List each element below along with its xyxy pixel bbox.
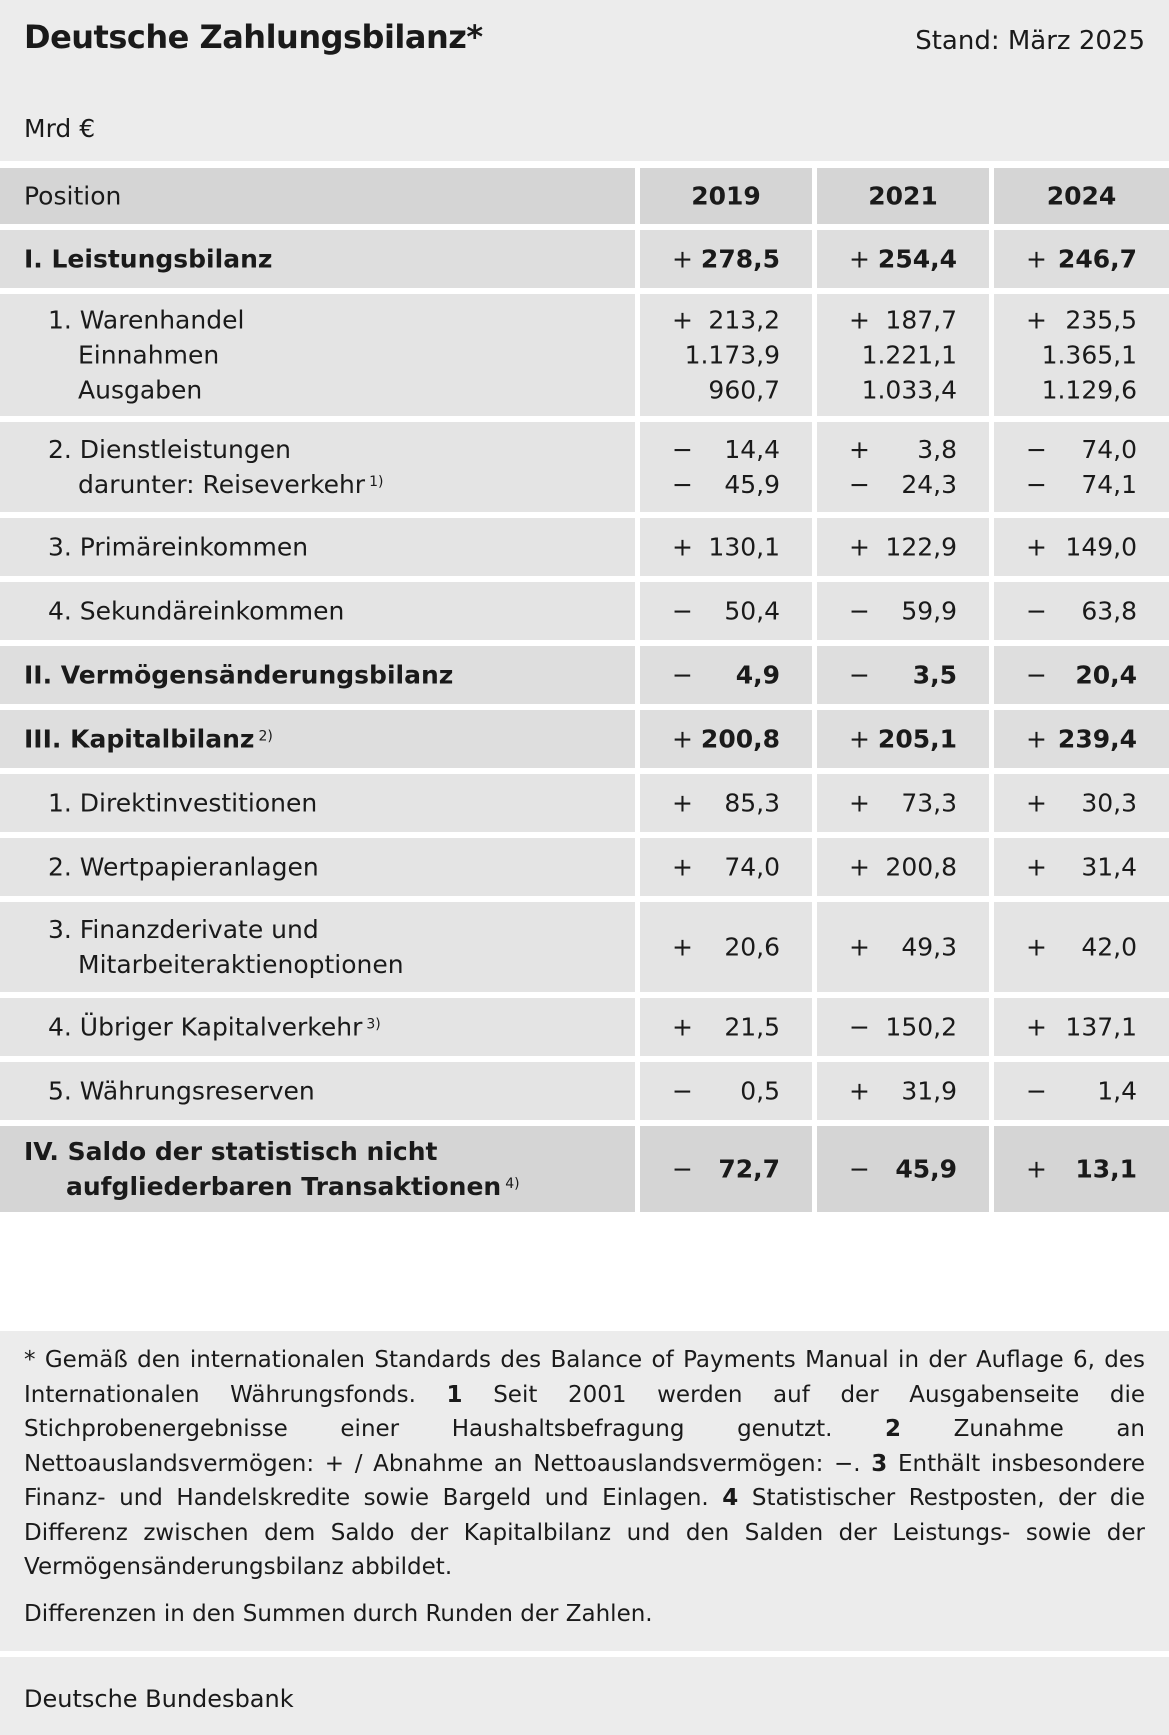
value-line [817,1010,989,1045]
footnote-marker: 2) [258,728,273,745]
value-cell-2021 [817,902,989,992]
value-number: 24,3 [901,470,957,499]
value-line [994,930,1169,965]
value-line [994,786,1169,821]
value-cell-2021 [817,294,989,416]
value-cell-2021 [817,710,989,768]
value-line [817,658,989,693]
footnote-marker: 3) [366,1016,381,1033]
value-line [994,303,1169,338]
position-label-text: 3. Finanzderivate und [48,915,319,944]
value-line [640,432,812,467]
footnote-text: * Gemäß den internationalen Standards des Balance of Payments Manual in der Auflage 6, des Internationalen Währungsfonds. 1 Seit 2001 werden auf der Ausgabenseite die Stichprobenergebnisse einer Haushaltsbefragung genutzt. 2 Zunahme an Nettoauslandsvermögen: + / Abnahme an Nettoauslandsvermögen: −. 3 Enthält insbesondere Finanz- und Handelskredite sowie Bargeld und Einlagen. 4 Statistischer Restposten, der die Differenz zwischen dem Saldo der Kapitalbilanz und den Salden der Leistungs- sowie der Vermögensänderungsbilanz abbildet. [24,1347,1146,1580]
position-cell [0,582,635,640]
table-row [0,582,1169,640]
position-label-text: I. Leistungsbilanz [24,244,273,274]
value-line [640,1010,812,1045]
value-sign: − [672,660,693,690]
value-line [817,786,989,821]
position-label-text: 4. Sekundäreinkommen [48,596,345,626]
position-label-text: 1. Direktinvestitionen [48,788,318,818]
source-area [0,1657,1169,1735]
value-number: 187,7 [885,305,957,335]
position-cell [0,710,635,768]
value-line [817,722,989,757]
header [0,0,1169,161]
value-cell-2019 [640,1126,812,1212]
value-line [640,850,812,885]
unit-label: Mrd € [24,114,96,143]
value-number: 1.173,9 [684,340,780,370]
value-number: 72,7 [718,1154,780,1184]
value-line [817,242,989,277]
value-number: 205,1 [877,724,957,754]
value-number: 239,4 [1057,724,1137,754]
footnote-marker: 4) [505,1176,520,1192]
value-line [640,722,812,757]
value-number: 200,8 [885,852,957,882]
footnote-area [0,1331,1169,1651]
value-number: 1,4 [1097,1076,1137,1106]
position-label-text: 5. Währungsreserven [48,1076,315,1106]
value-number: 149,0 [1065,532,1137,562]
value-sign: + [849,435,870,464]
value-cell-2021 [817,422,989,512]
position-cell [0,422,635,512]
value-sign: + [672,305,693,335]
table-row [0,774,1169,832]
position-label [48,303,625,338]
page-title: Deutsche Zahlungsbilanz* [24,18,483,56]
table-row [0,518,1169,576]
value-number: 14,4 [724,435,780,464]
value-cell-2024 [994,838,1169,896]
source-label: Deutsche Bundesbank [24,1685,294,1713]
value-number: 74,1 [1081,470,1137,499]
value-sign: + [672,532,693,562]
position-cell [0,1062,635,1120]
value-line [994,1152,1169,1187]
value-line [817,530,989,565]
header-cell-2021 [817,168,989,224]
value-cell-2019 [640,422,812,512]
value-number: 1.129,6 [1041,375,1137,405]
table-row [0,230,1169,288]
value-line [817,850,989,885]
table-row [0,1126,1169,1212]
value-sign: − [849,660,870,690]
value-sign: + [849,852,870,882]
position-label-text: Ausgaben [78,375,203,405]
value-number: 0,5 [740,1076,780,1106]
value-sign: + [1026,305,1047,335]
position-cell [0,646,635,704]
value-cell-2024 [994,422,1169,512]
value-cell-2021 [817,1126,989,1212]
position-label [48,1010,625,1045]
value-line [640,786,812,821]
position-label [48,432,625,467]
value-sign: + [672,724,693,754]
value-cell-2024 [994,518,1169,576]
position-cell [0,230,635,288]
position-label-text: III. Kapitalbilanz [24,724,255,754]
position-label-text: IV. Saldo der statistisch nicht [24,1137,438,1166]
value-sign: + [1026,532,1047,562]
value-sign: + [849,532,870,562]
value-sign: + [1026,1154,1047,1184]
value-cell-2019 [640,838,812,896]
value-number: 74,0 [724,852,780,882]
value-sign: − [849,596,870,626]
position-label [24,1169,625,1204]
value-line [994,432,1169,467]
value-sign: + [849,932,870,962]
position-label-text: Mitarbeiteraktienoptionen [78,950,404,979]
value-number: 30,3 [1081,788,1137,818]
position-label [24,242,625,277]
value-number: 200,8 [700,724,780,754]
value-number: 246,7 [1057,244,1137,274]
value-number: 254,4 [877,244,957,274]
value-cell-2021 [817,582,989,640]
value-cell-2021 [817,230,989,288]
position-label-text: II. Vermögensänderungsbilanz [24,660,454,690]
position-cell [0,998,635,1056]
value-line [994,1074,1169,1109]
value-sign: − [849,470,870,499]
table-row [0,1062,1169,1120]
value-cell-2021 [817,646,989,704]
header-cell-position [0,168,635,224]
value-sign: + [1026,932,1047,962]
value-cell-2019 [640,294,812,416]
value-sign: + [672,1012,693,1042]
table-row [0,646,1169,704]
value-number: 85,3 [724,788,780,818]
value-sign: + [849,244,870,274]
value-line [994,722,1169,757]
value-number: 20,4 [1075,660,1137,690]
position-label-text: 3. Primäreinkommen [48,532,309,562]
value-sign: + [1026,724,1047,754]
value-sign: + [1026,244,1047,274]
value-number: 31,4 [1081,852,1137,882]
value-sign: − [849,1154,870,1184]
position-label [48,594,625,629]
value-line [817,1152,989,1187]
value-cell-2024 [994,294,1169,416]
value-sign: − [672,1076,693,1106]
value-number: 49,3 [901,932,957,962]
value-sign: − [672,596,693,626]
value-number: 137,1 [1065,1012,1137,1042]
value-number: 50,4 [724,596,780,626]
value-number: 21,5 [724,1012,780,1042]
position-label [48,338,625,373]
value-line [817,338,989,373]
table-row [0,294,1169,416]
value-number: 42,0 [1081,932,1137,962]
value-sign: − [672,1154,693,1184]
value-cell-2024 [994,710,1169,768]
value-number: 1.033,4 [861,375,957,405]
position-label [24,1134,625,1169]
value-number: 278,5 [700,244,780,274]
value-line [640,594,812,629]
table-row [0,710,1169,768]
value-line [994,467,1169,502]
position-label [48,786,625,821]
value-sign: + [1026,1012,1047,1042]
value-cell-2019 [640,582,812,640]
position-label-text: aufgliederbaren Transaktionen [66,1172,502,1201]
value-sign: − [1026,1076,1047,1106]
value-sign: − [1026,596,1047,626]
value-sign: − [1026,660,1047,690]
value-cell-2019 [640,646,812,704]
value-line [994,1010,1169,1045]
position-cell [0,838,635,896]
value-line [817,930,989,965]
position-label [24,658,625,693]
value-line [640,467,812,502]
value-line [817,1074,989,1109]
value-line [817,303,989,338]
value-sign: − [672,470,693,499]
value-number: 73,3 [901,788,957,818]
value-sign: + [1026,852,1047,882]
value-number: 59,9 [901,596,957,626]
value-number: 63,8 [1081,596,1137,626]
value-cell-2024 [994,646,1169,704]
balance-table [0,168,1169,1218]
value-number: 1.221,1 [861,340,957,370]
value-line [817,467,989,502]
value-line [640,1152,812,1187]
header-cell-2024 [994,168,1169,224]
value-cell-2019 [640,710,812,768]
value-line [640,1074,812,1109]
value-line [817,432,989,467]
value-number: 1.365,1 [1041,340,1137,370]
value-line [817,373,989,408]
value-number: 960,7 [708,375,780,405]
position-label [24,722,625,757]
column-header-year: 2024 [1046,181,1117,211]
value-line [640,658,812,693]
value-cell-2024 [994,774,1169,832]
position-label [48,947,625,982]
value-cell-2019 [640,774,812,832]
value-cell-2024 [994,230,1169,288]
position-cell [0,1126,635,1212]
value-number: 45,9 [895,1154,957,1184]
column-header-year: 2021 [868,181,938,211]
value-number: 13,1 [1075,1154,1137,1184]
value-number: 31,9 [901,1076,957,1106]
value-sign: − [1026,470,1047,499]
value-line [994,338,1169,373]
value-number: 130,1 [708,532,780,562]
column-header-position: Position [24,181,122,211]
position-label [48,373,625,408]
value-line [994,242,1169,277]
value-cell-2021 [817,518,989,576]
rounding-note: Differenzen in den Summen durch Runden der Zahlen. [24,1601,653,1627]
value-number: 150,2 [885,1012,957,1042]
value-cell-2021 [817,774,989,832]
value-cell-2021 [817,838,989,896]
value-cell-2021 [817,998,989,1056]
value-number: 235,5 [1065,305,1137,335]
position-label [48,530,625,565]
value-sign: + [849,788,870,818]
value-sign: + [849,305,870,335]
position-cell [0,774,635,832]
value-sign: − [849,1012,870,1042]
value-cell-2019 [640,998,812,1056]
value-line [817,594,989,629]
value-line [640,530,812,565]
value-cell-2024 [994,1126,1169,1212]
value-line [640,373,812,408]
value-line [994,658,1169,693]
value-cell-2024 [994,998,1169,1056]
value-sign: + [672,932,693,962]
value-number: 20,6 [724,932,780,962]
position-label-text: darunter: Reiseverkehr [78,470,366,499]
position-label [48,467,625,502]
value-number: 213,2 [708,305,780,335]
value-sign: + [672,852,693,882]
position-cell [0,294,635,416]
value-number: 45,9 [724,470,780,499]
value-number: 3,8 [917,435,957,464]
value-line [994,373,1169,408]
position-label-text: 4. Übriger Kapitalverkehr [48,1012,363,1042]
value-sign: + [849,724,870,754]
position-cell [0,902,635,992]
value-number: 3,5 [912,660,957,690]
position-cell [0,518,635,576]
position-label-text: 2. Wertpapieranlagen [48,852,319,882]
value-cell-2024 [994,902,1169,992]
position-label [48,850,625,885]
value-line [640,303,812,338]
value-line [640,930,812,965]
table-row [0,998,1169,1056]
value-cell-2024 [994,582,1169,640]
value-sign: + [672,244,693,274]
header-cell-2019 [640,168,812,224]
value-line [640,338,812,373]
table-header-row [0,168,1169,224]
value-line [994,530,1169,565]
value-sign: − [1026,435,1047,464]
value-sign: + [1026,788,1047,818]
footnote-marker: 1) [369,474,384,490]
position-label [48,912,625,947]
value-cell-2019 [640,902,812,992]
value-cell-2021 [817,1062,989,1120]
table-row [0,902,1169,992]
value-number: 4,9 [735,660,780,690]
value-sign: + [672,788,693,818]
value-number: 122,9 [885,532,957,562]
value-cell-2019 [640,1062,812,1120]
position-label [48,1074,625,1109]
value-cell-2019 [640,518,812,576]
value-number: 74,0 [1081,435,1137,464]
value-line [994,850,1169,885]
position-label-text: 2. Dienstleistungen [48,435,291,464]
value-sign: − [672,435,693,464]
value-cell-2019 [640,230,812,288]
value-line [994,594,1169,629]
table-row [0,422,1169,512]
position-label-text: Einnahmen [78,340,220,370]
value-sign: + [849,1076,870,1106]
value-cell-2024 [994,1062,1169,1120]
position-label-text: 1. Warenhandel [48,305,245,335]
table-row [0,838,1169,896]
column-header-year: 2019 [691,181,761,211]
status-date: Stand: März 2025 [915,26,1145,56]
value-line [640,242,812,277]
